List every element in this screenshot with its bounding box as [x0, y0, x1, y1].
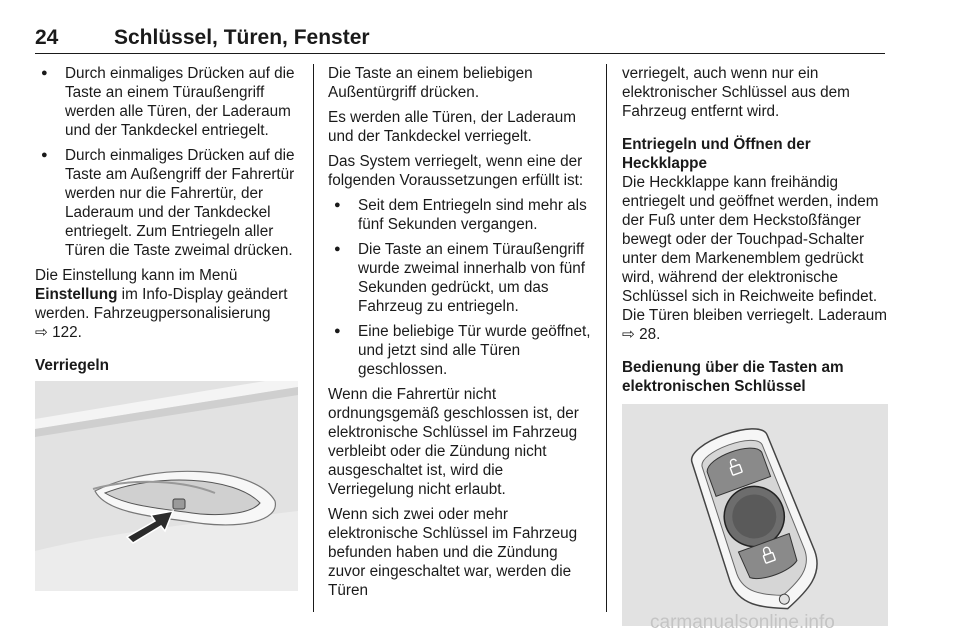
settings-text-pre: Die Einstellung kann im Menü	[35, 267, 238, 284]
paragraph-press-button: Die Taste an einem beliebigen Außentürgriff drücken.	[328, 65, 533, 101]
bullet-five-seconds: ● Seit dem Entriegeln sind mehr als fünf Sekunden vergangen.	[328, 196, 592, 234]
section-heading-tailgate: Entriegeln und Öffnen der Heckklappe	[622, 136, 811, 172]
bullet-pressed-twice: ● Die Taste an einem Türaußengriff wurde zweimal innerhalb von fünf Sekunden gedrückt, um das Fahrzeug zu entriegeln.	[328, 240, 592, 316]
column-2	[328, 64, 592, 606]
page-number: 24	[35, 26, 59, 49]
page-title: Schlüssel, Türen, Fenster	[114, 26, 370, 49]
column-1	[35, 64, 301, 591]
section-heading-key-buttons: Bedienung über die Tasten am elektronischen Schlüssel	[622, 359, 844, 395]
settings-text-post: im Info-Display geändert werden. Fahrzeugpersonalisierung	[35, 286, 288, 322]
page-reference-link[interactable]: ⇨ 28.	[622, 326, 661, 343]
column-3	[622, 64, 888, 626]
paragraph-key-removed: verriegelt, auch wenn nur ein elektronischer Schlüssel aus dem Fahrzeug entfernt wird.	[622, 65, 850, 120]
column-divider-1	[313, 64, 314, 612]
page-reference-link[interactable]: ⇨ 122.	[35, 324, 82, 341]
bullet-unlock-all: ● Durch einmaliges Drücken auf die Taste an einem Türaußengriff werden alle Türen, der Laderaum und der Tankdeckel entriegelt.	[35, 64, 301, 140]
bullet-unlock-driver: ● Durch einmaliges Drücken auf die Taste am Außengriff der Fahrertür werden nur die Fahrertür, der Laderaum und der Tankdeckel entriegelt. Zum Entriegeln aller Türen die Taste zweimal drücken.	[35, 146, 301, 260]
electronic-key-illustration	[622, 404, 888, 626]
settings-paragraph	[35, 266, 301, 342]
column-divider-2	[606, 64, 607, 612]
section-heading-lock: Verriegeln	[35, 357, 109, 374]
paragraph-lock-not-allowed: Wenn die Fahrertür nicht ordnungsgemäß geschlossen ist, der elektronische Schlüssel im Fahrzeug verbleibt oder die Zündung nicht ausgeschaltet ist, wird die Verriegelung nicht erlaubt.	[328, 386, 579, 498]
bullet-door-opened: ● Eine beliebige Tür wurde geöffnet, und jetzt sind alle Türen geschlossen.	[328, 322, 592, 379]
settings-menu-term: Einstellung	[35, 286, 118, 303]
door-handle-illustration	[35, 381, 298, 591]
paragraph-multiple-keys: Wenn sich zwei oder mehr elektronische Schlüssel im Fahrzeug befunden haben und die Zündung zuvor eingeschaltet war, werden die Türen	[328, 506, 578, 599]
paragraph-conditions: Das System verriegelt, wenn eine der folgenden Voraussetzungen erfüllt ist:	[328, 153, 584, 189]
page-header	[35, 26, 885, 52]
header-divider	[35, 53, 885, 54]
paragraph-tailgate	[622, 173, 888, 344]
watermark: carmanualsonline.info	[650, 612, 835, 633]
tailgate-text: Die Heckklappe kann freihändig entriegelt und geöffnet werden, indem der Fuß unter dem Heckstoßfänger bewegt oder der Touchpad-Schalter unter dem Markenemblem gedrückt wird, während der elektronische Schlüssel sich in Reichweite befindet. Die Türen bleiben verriegelt. Laderaum	[622, 174, 888, 324]
paragraph-all-locked: Es werden alle Türen, der Laderaum und der Tankdeckel verriegelt.	[328, 109, 577, 145]
